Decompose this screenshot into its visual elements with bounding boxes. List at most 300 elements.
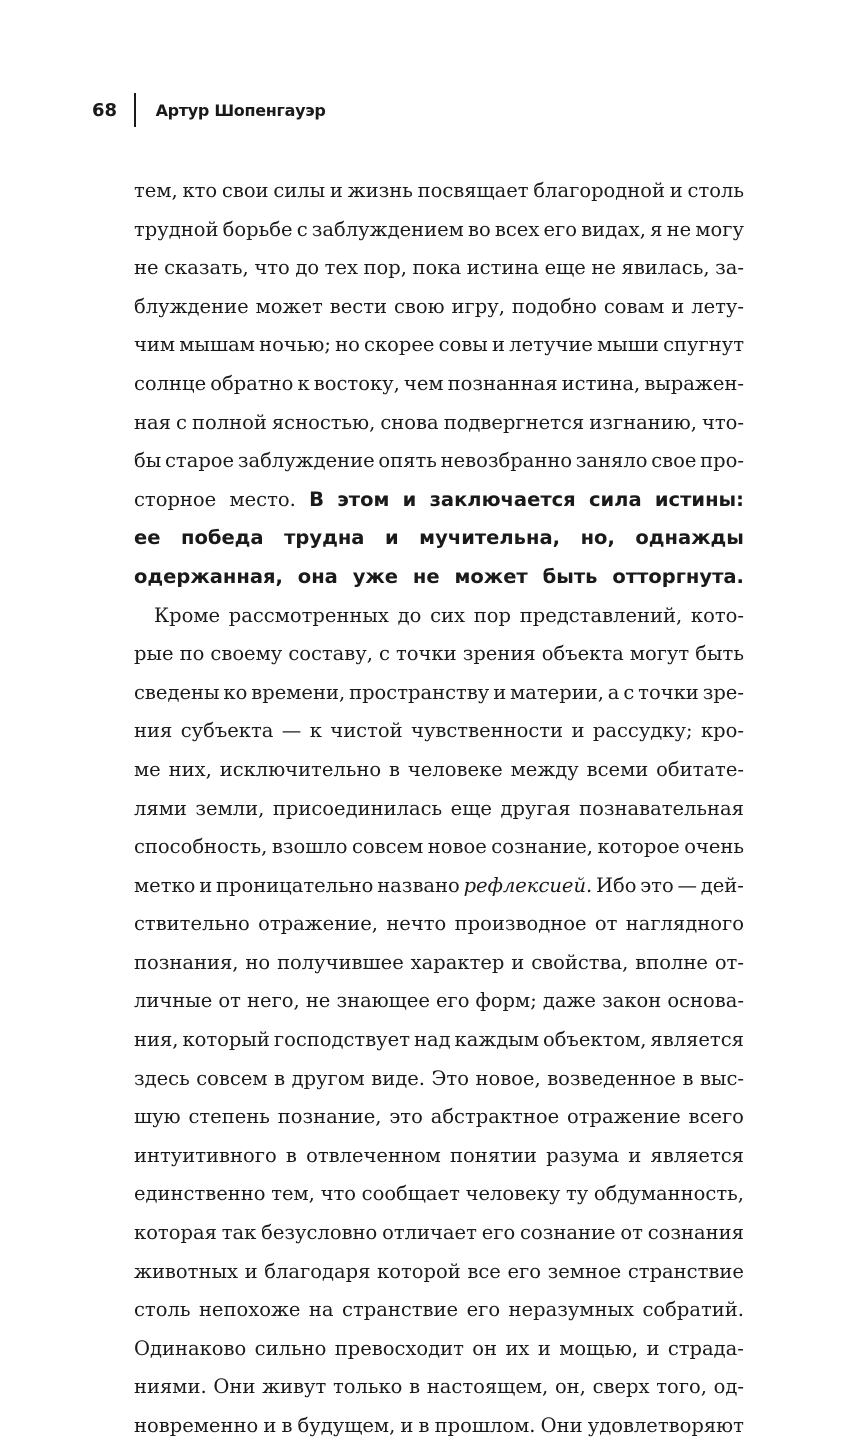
text-line bbox=[134, 1368, 744, 1407]
word: вести bbox=[329, 294, 387, 318]
word: Кроме bbox=[154, 603, 221, 627]
body-text bbox=[134, 172, 744, 1446]
word: превосходит bbox=[334, 1336, 464, 1360]
word: знающее bbox=[336, 989, 430, 1013]
text-line bbox=[134, 982, 744, 1021]
word: его bbox=[435, 989, 470, 1013]
word: земли, bbox=[195, 796, 265, 820]
text-line bbox=[134, 1021, 744, 1060]
word: истины: bbox=[654, 487, 744, 511]
word: посвящает bbox=[417, 179, 529, 202]
word: ме bbox=[134, 757, 161, 781]
word: представлений, bbox=[519, 603, 683, 627]
word: разума bbox=[546, 1143, 620, 1167]
word: ту bbox=[565, 1182, 589, 1206]
word: времени, bbox=[251, 680, 346, 704]
word: В bbox=[309, 487, 324, 511]
word: прошлом. bbox=[434, 1414, 536, 1437]
word: их bbox=[505, 1336, 530, 1360]
word: Ибо bbox=[596, 873, 637, 897]
word: по bbox=[179, 642, 205, 666]
word: отторгнута. bbox=[612, 564, 744, 588]
word: Это bbox=[431, 1066, 469, 1090]
word: не bbox=[134, 256, 159, 280]
word: этом bbox=[337, 487, 390, 511]
word: другом bbox=[291, 1066, 365, 1090]
word: сознания bbox=[647, 1221, 744, 1245]
word: вполне bbox=[635, 950, 708, 974]
word: проницательно bbox=[215, 873, 374, 897]
word: отличает bbox=[382, 1221, 477, 1245]
word: удовлетворяют bbox=[587, 1414, 744, 1437]
word: ночью; bbox=[259, 333, 331, 357]
word: но bbox=[335, 333, 360, 357]
word: ко bbox=[223, 680, 248, 704]
text-line bbox=[134, 944, 744, 983]
word: собратий. bbox=[642, 1298, 744, 1322]
word: обдуманность, bbox=[593, 1182, 744, 1206]
word: может bbox=[255, 294, 323, 318]
word: и bbox=[511, 950, 525, 974]
word: лями bbox=[134, 796, 187, 820]
word: невозбранно bbox=[440, 449, 573, 473]
text-line bbox=[134, 674, 744, 713]
text-line bbox=[134, 828, 744, 867]
word: не bbox=[412, 564, 440, 588]
text-line bbox=[134, 558, 744, 597]
word: него, bbox=[247, 989, 300, 1013]
word: сильно bbox=[254, 1336, 327, 1360]
word: бы bbox=[134, 449, 162, 473]
word: ствительно bbox=[134, 912, 250, 936]
word: трудна bbox=[284, 526, 365, 550]
word: животных bbox=[134, 1259, 238, 1283]
word: обитате- bbox=[656, 757, 744, 781]
word: — bbox=[677, 873, 697, 897]
word: победа bbox=[180, 526, 264, 550]
word: ниями. bbox=[134, 1375, 207, 1399]
word: уже bbox=[352, 564, 399, 588]
word: отражение, bbox=[258, 912, 378, 936]
word: и bbox=[329, 179, 343, 202]
word: с bbox=[175, 410, 187, 434]
word: он bbox=[472, 1336, 498, 1360]
word: пор bbox=[473, 603, 511, 627]
word: того, bbox=[656, 1375, 707, 1399]
word: — bbox=[281, 719, 302, 743]
word: мышам bbox=[179, 333, 255, 357]
word: в bbox=[418, 1414, 430, 1437]
word: рассудку; bbox=[592, 719, 693, 743]
word: всего bbox=[688, 1105, 744, 1129]
text-line bbox=[134, 1098, 744, 1137]
word: них, bbox=[168, 757, 212, 781]
word: может bbox=[454, 564, 528, 588]
word: истина bbox=[466, 256, 540, 280]
word: могу bbox=[695, 217, 744, 241]
word: лету- bbox=[691, 294, 744, 318]
word: точки bbox=[638, 680, 699, 704]
word: совсем bbox=[196, 1066, 268, 1090]
word: в bbox=[274, 1066, 286, 1090]
text-line bbox=[134, 1330, 744, 1369]
word: быть bbox=[695, 642, 744, 666]
word: ния, bbox=[134, 1028, 179, 1052]
word: и bbox=[492, 333, 506, 357]
word: нечто bbox=[386, 912, 447, 936]
word: за- bbox=[715, 256, 744, 280]
word: это bbox=[389, 1105, 423, 1129]
word: его bbox=[481, 1221, 516, 1245]
word: зрения bbox=[462, 642, 536, 666]
word: в bbox=[285, 1143, 297, 1167]
word: не bbox=[666, 217, 692, 241]
word: ясностью, bbox=[271, 410, 376, 434]
word: тем, bbox=[271, 1182, 315, 1206]
word: мыши bbox=[597, 333, 659, 357]
word: и bbox=[571, 719, 585, 743]
text-line bbox=[134, 1407, 744, 1446]
word: виде. bbox=[371, 1066, 425, 1090]
word: он, bbox=[554, 1375, 586, 1399]
word: которой bbox=[377, 1259, 461, 1283]
word: явилась, bbox=[621, 256, 710, 280]
word: обратно bbox=[210, 371, 294, 395]
word: изгнанию, bbox=[589, 410, 697, 434]
word: сказать, bbox=[164, 256, 249, 280]
word: производное bbox=[454, 912, 587, 936]
word: силы bbox=[273, 179, 326, 202]
word: отвлеченном bbox=[306, 1143, 441, 1167]
word: возведенное bbox=[547, 1066, 676, 1090]
word: закон bbox=[602, 989, 662, 1013]
word: сторное bbox=[134, 487, 217, 511]
word: исключительно bbox=[219, 757, 382, 781]
word: является bbox=[650, 1143, 744, 1167]
word: человеку bbox=[465, 1182, 561, 1206]
text-line bbox=[134, 867, 744, 906]
word: степень bbox=[188, 1105, 270, 1129]
text-line bbox=[134, 635, 744, 674]
text-line bbox=[134, 905, 744, 944]
word: видах, bbox=[581, 217, 646, 241]
word: свое bbox=[651, 449, 697, 473]
word: живут bbox=[262, 1375, 327, 1399]
word: с bbox=[623, 680, 635, 704]
word: но, bbox=[580, 526, 615, 550]
word: характер bbox=[410, 950, 505, 974]
word: летучие bbox=[509, 333, 593, 357]
word: свои bbox=[221, 179, 269, 202]
word: странствие bbox=[627, 1259, 744, 1283]
word: все bbox=[467, 1259, 501, 1283]
word: которая bbox=[134, 1221, 217, 1245]
word: благородной bbox=[533, 179, 666, 202]
text-line bbox=[134, 481, 744, 520]
running-title-author: Артур Шопенгауэр bbox=[155, 100, 326, 120]
text-line bbox=[134, 790, 744, 829]
word: человеке bbox=[407, 757, 503, 781]
word: так bbox=[221, 1221, 257, 1245]
word: сверх bbox=[592, 1375, 650, 1399]
word: познание, bbox=[277, 1105, 382, 1129]
word: объектом, bbox=[542, 1028, 647, 1052]
word: господствует bbox=[273, 1028, 410, 1052]
word: место. bbox=[229, 487, 296, 511]
word: шую bbox=[134, 1105, 181, 1129]
word: востоку, bbox=[313, 371, 400, 395]
word: способность, bbox=[134, 835, 268, 859]
word: но bbox=[245, 950, 271, 974]
word: и bbox=[669, 179, 683, 202]
word: жизнь bbox=[347, 179, 413, 202]
word: от- bbox=[714, 950, 744, 974]
word: тех bbox=[324, 256, 358, 280]
word: будущем, bbox=[297, 1414, 396, 1437]
word: спугнут bbox=[663, 333, 744, 357]
word: точки bbox=[396, 642, 457, 666]
word: столь bbox=[134, 1298, 191, 1322]
header-divider bbox=[134, 93, 136, 127]
word: даже bbox=[542, 989, 596, 1013]
word: сведены bbox=[134, 680, 220, 704]
text-line bbox=[134, 172, 744, 211]
word: всех bbox=[494, 217, 540, 241]
word: новое, bbox=[475, 1066, 541, 1090]
word: сознание bbox=[520, 1221, 616, 1245]
word: и bbox=[646, 1336, 660, 1360]
word: составу, bbox=[288, 642, 373, 666]
word: совы bbox=[438, 333, 488, 357]
word: одержанная, bbox=[134, 564, 283, 588]
word: другая bbox=[500, 796, 571, 820]
word: блуждение bbox=[134, 294, 249, 318]
word: познания, bbox=[134, 950, 239, 974]
word: еще bbox=[450, 796, 492, 820]
word: и bbox=[402, 487, 417, 511]
word: к bbox=[297, 371, 310, 395]
word: сознание, bbox=[491, 835, 593, 859]
word: его bbox=[543, 217, 578, 241]
word: про- bbox=[700, 449, 744, 473]
word: основа- bbox=[667, 989, 744, 1013]
text-line bbox=[134, 519, 744, 558]
word: полной bbox=[191, 410, 267, 434]
word: отражение bbox=[567, 1105, 681, 1129]
word: взошло bbox=[271, 835, 348, 859]
word: к bbox=[309, 719, 322, 743]
word: столь bbox=[687, 179, 744, 202]
word: чим bbox=[134, 333, 176, 357]
word: чистой bbox=[330, 719, 403, 743]
text-line bbox=[134, 1175, 744, 1214]
word: своему bbox=[210, 642, 283, 666]
word: и bbox=[537, 1336, 551, 1360]
word: дей- bbox=[700, 873, 744, 897]
word: что bbox=[254, 256, 290, 280]
word: быть bbox=[542, 564, 598, 588]
word: однажды bbox=[635, 526, 744, 550]
word: могут bbox=[629, 642, 690, 666]
word: сообщает bbox=[361, 1182, 460, 1206]
word: только bbox=[332, 1375, 403, 1399]
text-line bbox=[134, 365, 744, 404]
text-line bbox=[134, 712, 744, 751]
word: во bbox=[468, 217, 491, 241]
word: и bbox=[400, 1414, 414, 1437]
word: между bbox=[510, 757, 579, 781]
word: всеми bbox=[586, 757, 649, 781]
word: старое bbox=[164, 449, 235, 473]
word: интуитивного bbox=[134, 1143, 277, 1167]
word: понятии bbox=[450, 1143, 537, 1167]
text-line bbox=[134, 1060, 744, 1099]
word: она bbox=[297, 564, 338, 588]
text-line bbox=[134, 249, 744, 288]
word: названо bbox=[377, 873, 460, 897]
word: от bbox=[218, 989, 241, 1013]
running-header bbox=[92, 92, 326, 128]
text-line bbox=[134, 442, 744, 481]
word: в bbox=[409, 1375, 421, 1399]
text-line bbox=[134, 1137, 744, 1176]
page-number: 68 bbox=[92, 99, 118, 121]
word: страда- bbox=[667, 1336, 744, 1360]
word: зре- bbox=[702, 680, 744, 704]
word: абстрактное bbox=[430, 1105, 560, 1129]
word: опять bbox=[378, 449, 437, 473]
text-line bbox=[134, 288, 744, 327]
word: с bbox=[379, 642, 390, 666]
word: и bbox=[671, 294, 685, 318]
word: не bbox=[591, 256, 616, 280]
word: рефлексией. bbox=[463, 873, 593, 897]
word: выражен- bbox=[644, 371, 744, 395]
word: познанная bbox=[447, 371, 558, 395]
word: ее bbox=[134, 526, 161, 550]
word: свою bbox=[393, 294, 445, 318]
word: сих bbox=[430, 603, 466, 627]
text-line bbox=[134, 404, 744, 443]
word: и bbox=[384, 526, 399, 550]
word: непохоже bbox=[198, 1298, 301, 1322]
word: и bbox=[244, 1259, 258, 1283]
word: его bbox=[507, 1259, 541, 1283]
word: борьбе bbox=[222, 217, 293, 241]
word: благодаря bbox=[264, 1259, 371, 1283]
word: мощью, bbox=[559, 1336, 639, 1360]
word: пор, bbox=[363, 256, 407, 280]
word: в bbox=[682, 1066, 694, 1090]
word: рые bbox=[134, 642, 174, 666]
word: земное bbox=[547, 1259, 622, 1283]
word: подвергнется bbox=[443, 410, 585, 434]
word: кото- bbox=[690, 603, 744, 627]
word: личные bbox=[134, 989, 213, 1013]
word: совсем bbox=[351, 835, 424, 859]
word: каждым bbox=[454, 1028, 539, 1052]
word: тем, bbox=[134, 179, 178, 202]
word: Они bbox=[540, 1414, 583, 1437]
word: рассмотренных bbox=[228, 603, 389, 627]
word: с bbox=[296, 217, 308, 241]
word: совам bbox=[603, 294, 665, 318]
word: в bbox=[281, 1414, 293, 1437]
word: это bbox=[640, 873, 674, 897]
word: безусловно bbox=[261, 1221, 378, 1245]
word: в bbox=[389, 757, 401, 781]
text-line bbox=[134, 597, 744, 636]
word: субъекта bbox=[180, 719, 274, 743]
word: сила bbox=[588, 487, 642, 511]
word: и bbox=[199, 873, 213, 897]
word: единственно bbox=[134, 1182, 266, 1206]
word: не bbox=[305, 989, 331, 1013]
word: является bbox=[650, 1028, 744, 1052]
text-line bbox=[134, 751, 744, 790]
word: я bbox=[650, 217, 663, 241]
word: пространству bbox=[349, 680, 490, 704]
word: метко bbox=[134, 873, 196, 897]
word: до bbox=[397, 603, 422, 627]
word: которое bbox=[597, 835, 680, 859]
word: и bbox=[493, 680, 507, 704]
word: странствие bbox=[342, 1298, 459, 1322]
word: неразумных bbox=[508, 1298, 634, 1322]
word: чем bbox=[403, 371, 444, 395]
word: заняло bbox=[575, 449, 648, 473]
word: кто bbox=[182, 179, 218, 202]
word: истина, bbox=[561, 371, 641, 395]
word: солнце bbox=[134, 371, 207, 395]
word: заблуждение bbox=[237, 449, 375, 473]
word: Одинаково bbox=[134, 1336, 247, 1360]
word: Они bbox=[213, 1375, 256, 1399]
word: получившее bbox=[277, 950, 404, 974]
word: свойства, bbox=[531, 950, 629, 974]
word: ния bbox=[134, 719, 173, 743]
word: который bbox=[182, 1028, 270, 1052]
word: заключается bbox=[429, 487, 576, 511]
word: и bbox=[263, 1414, 277, 1437]
word: скорее bbox=[364, 333, 435, 357]
word: здесь bbox=[134, 1066, 190, 1090]
word: что bbox=[320, 1182, 356, 1206]
word: форм; bbox=[475, 989, 537, 1013]
word: пока bbox=[412, 256, 462, 280]
text-line bbox=[134, 1253, 744, 1292]
word: до bbox=[295, 256, 320, 280]
word: заблуждением bbox=[311, 217, 464, 241]
word: игру, bbox=[451, 294, 505, 318]
word: кро- bbox=[700, 719, 744, 743]
word: подобно bbox=[511, 294, 597, 318]
word: присоединилась bbox=[272, 796, 443, 820]
word: трудной bbox=[134, 217, 219, 241]
word: что- bbox=[701, 410, 744, 434]
word: на bbox=[308, 1298, 334, 1322]
word: объекта bbox=[541, 642, 624, 666]
text-line bbox=[134, 326, 744, 365]
word: новременно bbox=[134, 1414, 259, 1437]
word: ная bbox=[134, 410, 171, 434]
word: чувственности bbox=[411, 719, 564, 743]
word: настоящем, bbox=[426, 1375, 549, 1399]
word: познавательная bbox=[579, 796, 744, 820]
text-line bbox=[134, 1214, 744, 1253]
word: материи, bbox=[510, 680, 604, 704]
word: мучительна, bbox=[419, 526, 561, 550]
